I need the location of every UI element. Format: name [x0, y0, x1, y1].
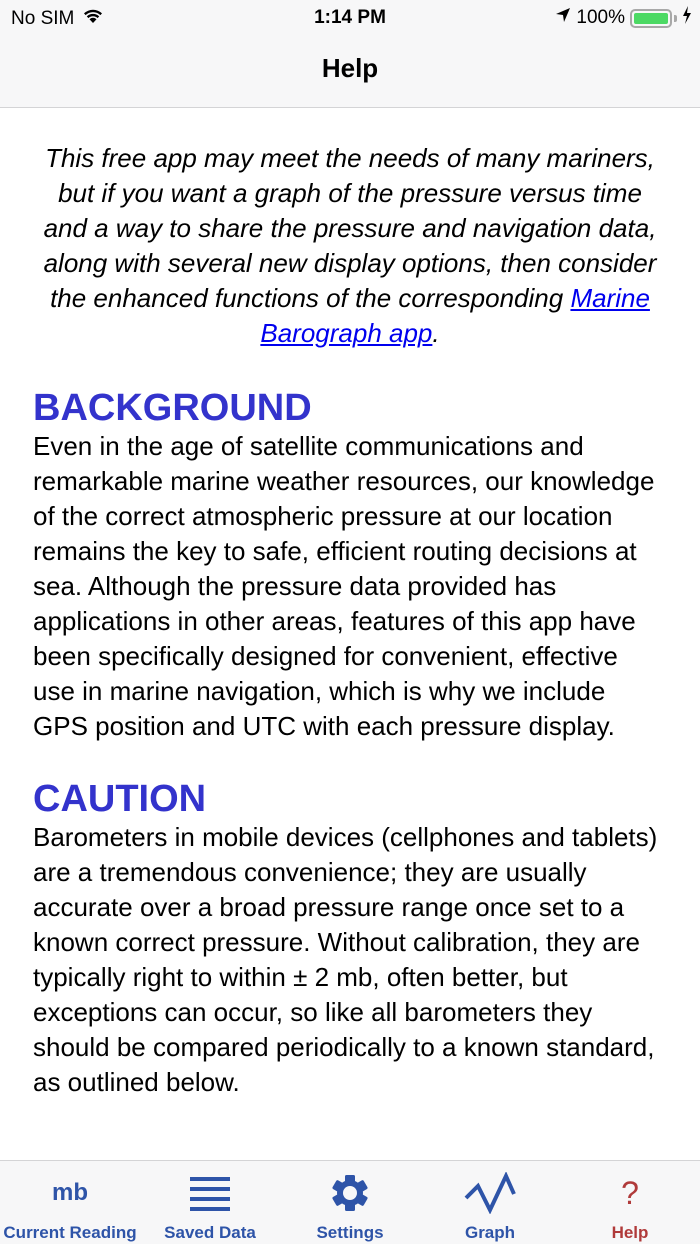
tab-label: Current Reading	[3, 1223, 137, 1242]
bolt-icon	[682, 6, 692, 30]
carrier-label: No SIM	[11, 7, 75, 29]
battery-percent: 100%	[576, 7, 625, 28]
status-right	[555, 6, 692, 30]
intro-text: This free app may meet the needs of many mariners, but if you want a graph of the pressure versus time and a way to share the pressure and navigation data, along with several new display options, then consider the enhanced functions of the corresponding	[43, 143, 657, 313]
section-heading-background: BACKGROUND	[33, 387, 312, 429]
tab-bar	[0, 1160, 700, 1244]
tab-label: Settings	[316, 1223, 384, 1242]
battery-nub	[674, 15, 677, 22]
marine-barograph-link[interactable]: Marine Barograph app	[260, 283, 650, 348]
tab-help[interactable]	[560, 1161, 700, 1244]
tab-label: Saved Data	[164, 1223, 256, 1242]
section-body-caution: Barometers in mobile devices (cellphones and tablets) are a tremendous convenience; they are usually accurate over a broad pressure range once set to a known correct pressure. Without calibration, they are typically right to within ± 2 mb, often better, but exceptions can occur, so like all barometers they should be compared periodically to a known standard, as outlined below.	[33, 822, 658, 1097]
list-icon	[190, 1173, 230, 1213]
intro-paragraph	[33, 141, 667, 351]
status-time: 1:14 PM	[314, 7, 386, 28]
intro-suffix: .	[432, 318, 440, 348]
section-body-background: Even in the age of satellite communications and remarkable marine weather resources, our knowledge of the correct atmospheric pressure at our location remains the key to safe, efficient routing decisions at sea. Although the pressure data provided has applications in other areas, features of this app have been specifically designed for convenient, effective use in marine navigation, which is why we include GPS position and UTC with each pressure display.	[33, 431, 655, 741]
graph-icon	[464, 1173, 516, 1213]
tab-graph[interactable]	[420, 1161, 560, 1244]
section-heading-caution: CAUTION	[33, 778, 207, 820]
status-bar	[0, 0, 700, 36]
tab-settings[interactable]	[280, 1161, 420, 1244]
gear-icon	[331, 1173, 369, 1213]
battery-icon	[630, 9, 672, 28]
question-icon: ?	[621, 1174, 639, 1211]
navigation-bar	[0, 36, 700, 108]
tab-saved-data[interactable]	[140, 1161, 280, 1244]
help-content[interactable]	[0, 109, 700, 1160]
tab-label: Help	[611, 1223, 649, 1242]
tab-label: Graph	[464, 1223, 516, 1242]
page-title: Help	[321, 53, 379, 83]
location-arrow-icon	[555, 7, 571, 29]
mb-icon: mb	[52, 1179, 88, 1206]
tab-current-reading[interactable]	[0, 1161, 140, 1244]
